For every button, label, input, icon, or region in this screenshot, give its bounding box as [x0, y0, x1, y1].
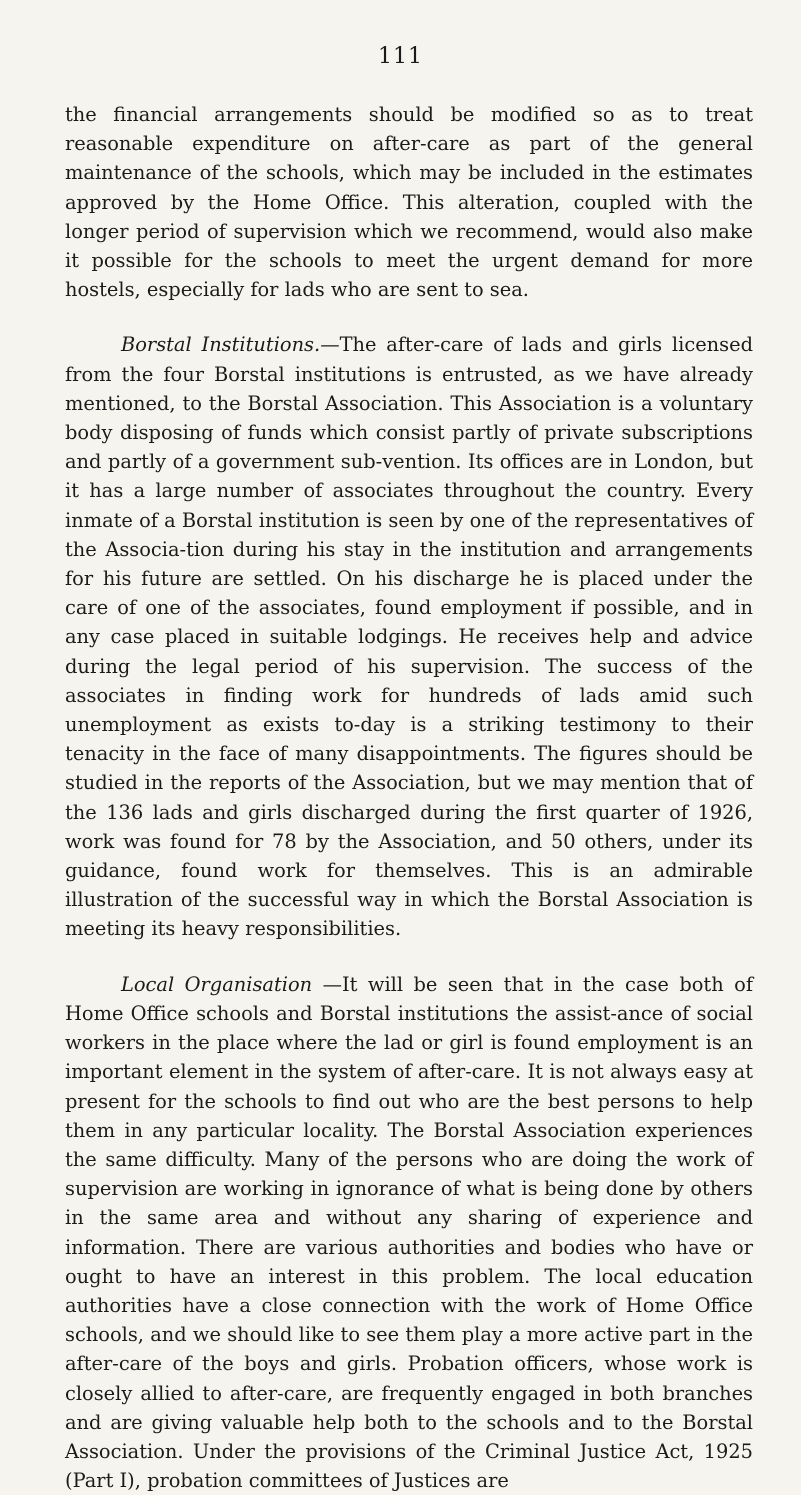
- section-heading-local-organisation: Local Organisation: [121, 972, 313, 996]
- body-text: [65, 100, 753, 1495]
- paragraph-financial-arrangements: [65, 100, 753, 304]
- paragraph-text: the financial arrangements should be modified so as to treat reasonable expenditure on after-care as part of the general maintenance of the schools, which may be included in the estimates approved by the Home Office. This alteration, coupled with the longer period of supervision which we recommend, would also make it possible for the schools to meet the urgent demand for more hostels, especially for lads who are sent to sea.: [65, 103, 753, 302]
- paragraph-text: —It will be seen that in the case both of Home Office schools and Borstal institutions the assist-ance of social workers in the place where the lad or girl is found employment is an important element in the system of after-care. It is not always easy at present for the schools to find out who are the best persons to help them in any particular locality. The Borstal Association experiences the same difficulty. Many of the persons who are doing the work of supervision are working in ignorance of what is being done by others in the same area and without any sharing of experience and information. There are various authorities and bodies who have or ought to have an interest in this problem. The local education authorities have a close connection with the work of Home Office schools, and we should like to see them play a more active part in the after-care of the boys and girls. Probation officers, whose work is closely allied to after-care, are frequently engaged in both branches and are giving valuable help both to the schools and to the Borstal Association. Under the provisions of the Criminal Justice Act, 1925 (Part I), probation committees of Justices are: [65, 972, 753, 1493]
- paragraph-text: —The after-care of lads and girls licensed from the four Borstal institutions is entrusted, as we have already mentioned, to the Borstal Association. This Association is a voluntary body disposing of funds which consist partly of private subscriptions and partly of a government sub-vention. Its offices are in London, but it has a large number of associates throughout the country. Every inmate of a Borstal institution is seen by one of the representatives of the Associa-tion during his stay in the institution and arrangements for his future are settled. On his discharge he is placed under the care of one of the associates, found employment if possible, and in any case placed in suitable lodgings. He receives help and advice during the legal period of his supervision. The success of the associates in finding work for hundreds of lads amid such unemployment as exists to-day is a striking testimony to their tenacity in the face of many disappointments. The figures should be studied in the reports of the Association, but we may mention that of the 136 lads and girls discharged during the first quarter of 1926, work was found for 78 by the Association, and 50 others, under its guidance, found work for themselves. This is an admirable illustration of the successful way in which the Borstal Association is meeting its heavy responsibilities.: [65, 333, 753, 941]
- page-number: 111: [378, 44, 423, 69]
- paragraph-borstal-institutions: [65, 330, 753, 943]
- paragraph-local-organisation: [65, 970, 753, 1495]
- section-heading-borstal-institutions: Borstal Institutions.: [121, 333, 321, 357]
